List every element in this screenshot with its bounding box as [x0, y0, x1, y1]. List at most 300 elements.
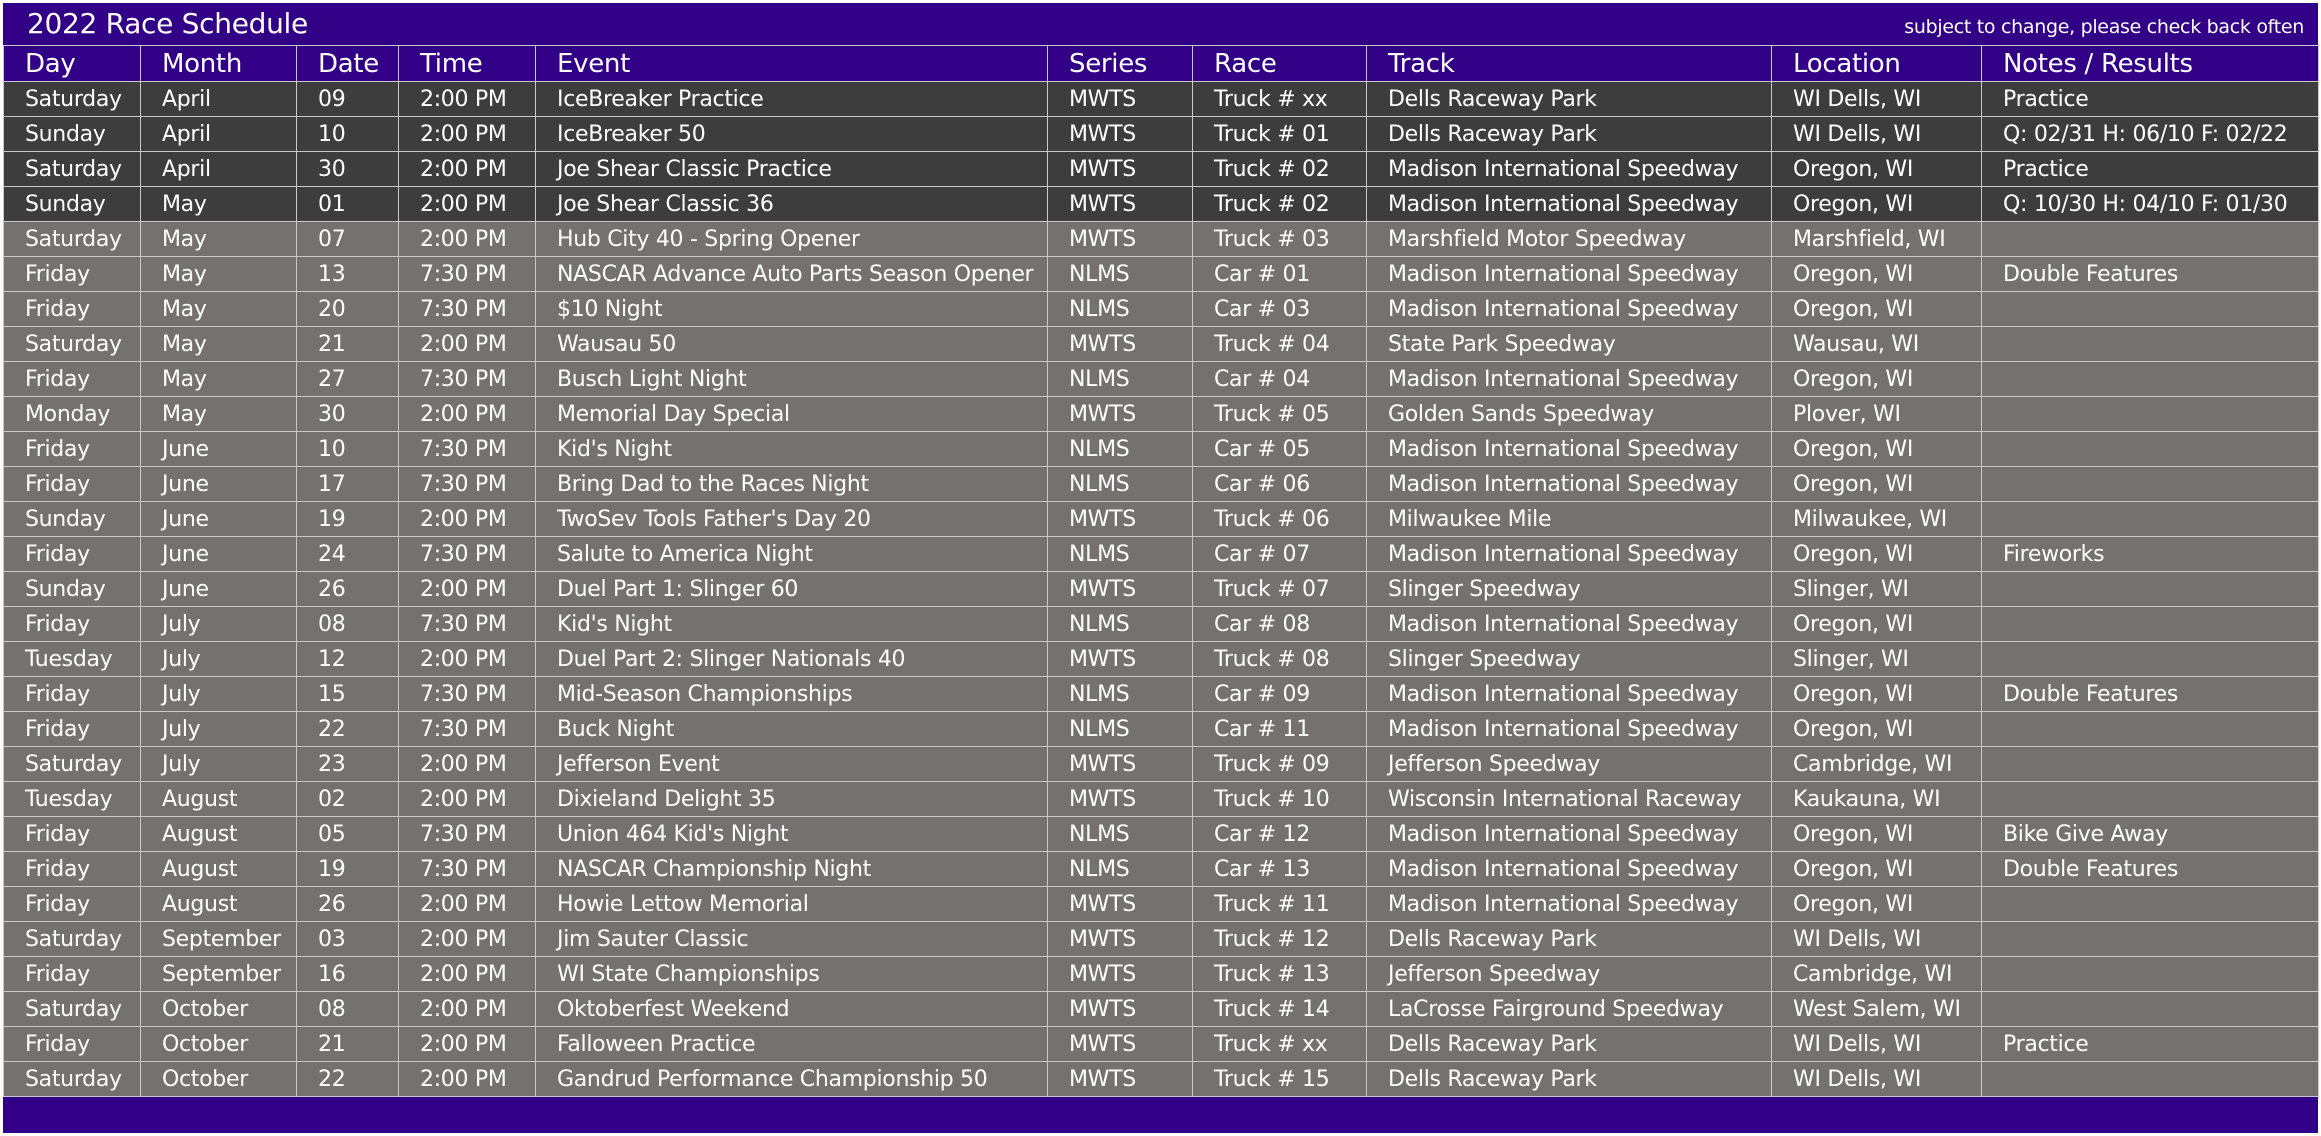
cell-location: WI Dells, WI: [1772, 922, 1982, 957]
cell-event: Jefferson Event: [536, 747, 1048, 782]
cell-track: Madison International Speedway: [1367, 712, 1772, 747]
cell-time: 7:30 PM: [399, 292, 536, 327]
cell-month: June: [141, 502, 297, 537]
cell-event: Union 464 Kid's Night: [536, 817, 1048, 852]
cell-series: NLMS: [1048, 852, 1193, 887]
cell-day: Tuesday: [4, 782, 141, 817]
column-header-notes: Notes / Results: [1982, 46, 2319, 82]
cell-location: Slinger, WI: [1772, 642, 1982, 677]
cell-race: Truck # 01: [1193, 117, 1367, 152]
cell-track: Madison International Speedway: [1367, 187, 1772, 222]
cell-notes: [1982, 432, 2319, 467]
cell-notes: [1982, 397, 2319, 432]
cell-location: Oregon, WI: [1772, 467, 1982, 502]
cell-event: WI State Championships: [536, 957, 1048, 992]
cell-track: Dells Raceway Park: [1367, 922, 1772, 957]
cell-day: Sunday: [4, 502, 141, 537]
cell-location: West Salem, WI: [1772, 992, 1982, 1027]
cell-day: Friday: [4, 362, 141, 397]
cell-location: Oregon, WI: [1772, 362, 1982, 397]
cell-date: 10: [297, 432, 399, 467]
cell-series: NLMS: [1048, 712, 1193, 747]
cell-date: 03: [297, 922, 399, 957]
cell-series: MWTS: [1048, 572, 1193, 607]
cell-time: 2:00 PM: [399, 922, 536, 957]
cell-month: May: [141, 222, 297, 257]
cell-track: Dells Raceway Park: [1367, 1027, 1772, 1062]
table-row: [4, 327, 2319, 362]
cell-day: Saturday: [4, 327, 141, 362]
cell-series: MWTS: [1048, 922, 1193, 957]
cell-notes: [1982, 467, 2319, 502]
column-header-event: Event: [536, 46, 1048, 82]
cell-time: 7:30 PM: [399, 607, 536, 642]
column-header-race: Race: [1193, 46, 1367, 82]
cell-month: October: [141, 1062, 297, 1097]
cell-event: Falloween Practice: [536, 1027, 1048, 1062]
cell-location: Oregon, WI: [1772, 887, 1982, 922]
cell-race: Car # 04: [1193, 362, 1367, 397]
cell-day: Friday: [4, 852, 141, 887]
table-row: [4, 607, 2319, 642]
cell-track: Wisconsin International Raceway: [1367, 782, 1772, 817]
footer-bar: [3, 1099, 2318, 1133]
cell-track: Madison International Speedway: [1367, 607, 1772, 642]
cell-date: 27: [297, 362, 399, 397]
table-row: [4, 152, 2319, 187]
cell-track: Dells Raceway Park: [1367, 82, 1772, 117]
cell-location: Plover, WI: [1772, 397, 1982, 432]
cell-event: Hub City 40 - Spring Opener: [536, 222, 1048, 257]
cell-track: Dells Raceway Park: [1367, 1062, 1772, 1097]
cell-race: Truck # 04: [1193, 327, 1367, 362]
cell-day: Saturday: [4, 922, 141, 957]
cell-day: Friday: [4, 432, 141, 467]
cell-event: Memorial Day Special: [536, 397, 1048, 432]
cell-race: Car # 08: [1193, 607, 1367, 642]
cell-month: May: [141, 292, 297, 327]
cell-date: 23: [297, 747, 399, 782]
cell-series: MWTS: [1048, 782, 1193, 817]
cell-date: 26: [297, 887, 399, 922]
cell-time: 7:30 PM: [399, 712, 536, 747]
race-schedule-panel: [3, 3, 2318, 1133]
cell-race: Truck # 15: [1193, 1062, 1367, 1097]
table-row: [4, 852, 2319, 887]
cell-race: Car # 06: [1193, 467, 1367, 502]
cell-month: April: [141, 82, 297, 117]
cell-track: Marshfield Motor Speedway: [1367, 222, 1772, 257]
table-row: [4, 992, 2319, 1027]
cell-race: Car # 13: [1193, 852, 1367, 887]
cell-day: Friday: [4, 677, 141, 712]
schedule-disclaimer: subject to change, please check back often: [1904, 16, 2304, 38]
cell-date: 20: [297, 292, 399, 327]
cell-race: Truck # 05: [1193, 397, 1367, 432]
cell-time: 2:00 PM: [399, 117, 536, 152]
cell-date: 22: [297, 712, 399, 747]
cell-track: LaCrosse Fairground Speedway: [1367, 992, 1772, 1027]
cell-event: Oktoberfest Weekend: [536, 992, 1048, 1027]
cell-notes: [1982, 712, 2319, 747]
cell-day: Friday: [4, 257, 141, 292]
table-row: [4, 467, 2319, 502]
cell-series: NLMS: [1048, 257, 1193, 292]
cell-date: 30: [297, 397, 399, 432]
cell-location: Oregon, WI: [1772, 537, 1982, 572]
cell-event: $10 Night: [536, 292, 1048, 327]
cell-day: Saturday: [4, 82, 141, 117]
cell-track: Slinger Speedway: [1367, 642, 1772, 677]
cell-series: NLMS: [1048, 432, 1193, 467]
cell-date: 30: [297, 152, 399, 187]
cell-time: 2:00 PM: [399, 187, 536, 222]
cell-event: Bring Dad to the Races Night: [536, 467, 1048, 502]
cell-day: Sunday: [4, 117, 141, 152]
table-row: [4, 82, 2319, 117]
cell-race: Truck # 02: [1193, 187, 1367, 222]
cell-time: 2:00 PM: [399, 397, 536, 432]
cell-time: 2:00 PM: [399, 887, 536, 922]
cell-time: 7:30 PM: [399, 677, 536, 712]
cell-month: August: [141, 852, 297, 887]
cell-day: Saturday: [4, 992, 141, 1027]
cell-track: Milwaukee Mile: [1367, 502, 1772, 537]
cell-race: Car # 05: [1193, 432, 1367, 467]
cell-time: 2:00 PM: [399, 327, 536, 362]
cell-notes: [1982, 887, 2319, 922]
table-row: [4, 642, 2319, 677]
cell-event: IceBreaker Practice: [536, 82, 1048, 117]
cell-race: Truck # 09: [1193, 747, 1367, 782]
cell-month: September: [141, 957, 297, 992]
cell-time: 2:00 PM: [399, 572, 536, 607]
cell-month: August: [141, 782, 297, 817]
cell-time: 2:00 PM: [399, 222, 536, 257]
cell-date: 08: [297, 992, 399, 1027]
cell-event: Joe Shear Classic 36: [536, 187, 1048, 222]
cell-race: Car # 11: [1193, 712, 1367, 747]
cell-event: NASCAR Championship Night: [536, 852, 1048, 887]
cell-location: Cambridge, WI: [1772, 747, 1982, 782]
cell-notes: Double Features: [1982, 677, 2319, 712]
cell-location: Cambridge, WI: [1772, 957, 1982, 992]
cell-track: Jefferson Speedway: [1367, 957, 1772, 992]
cell-notes: [1982, 502, 2319, 537]
cell-track: Madison International Speedway: [1367, 292, 1772, 327]
cell-event: Wausau 50: [536, 327, 1048, 362]
cell-month: May: [141, 327, 297, 362]
cell-month: October: [141, 992, 297, 1027]
cell-event: Mid-Season Championships: [536, 677, 1048, 712]
cell-race: Truck # 13: [1193, 957, 1367, 992]
cell-series: MWTS: [1048, 117, 1193, 152]
cell-track: Madison International Speedway: [1367, 362, 1772, 397]
cell-series: MWTS: [1048, 887, 1193, 922]
cell-event: NASCAR Advance Auto Parts Season Opener: [536, 257, 1048, 292]
cell-notes: [1982, 607, 2319, 642]
table-row: [4, 782, 2319, 817]
cell-date: 26: [297, 572, 399, 607]
cell-month: October: [141, 1027, 297, 1062]
cell-track: Madison International Speedway: [1367, 152, 1772, 187]
header-row: [4, 46, 2319, 82]
cell-date: 01: [297, 187, 399, 222]
cell-month: May: [141, 187, 297, 222]
cell-location: Milwaukee, WI: [1772, 502, 1982, 537]
cell-location: Oregon, WI: [1772, 852, 1982, 887]
cell-notes: [1982, 222, 2319, 257]
cell-location: Oregon, WI: [1772, 607, 1982, 642]
cell-event: Gandrud Performance Championship 50: [536, 1062, 1048, 1097]
cell-month: June: [141, 572, 297, 607]
cell-event: Jim Sauter Classic: [536, 922, 1048, 957]
cell-month: July: [141, 747, 297, 782]
table-row: [4, 432, 2319, 467]
cell-series: MWTS: [1048, 747, 1193, 782]
cell-notes: [1982, 1062, 2319, 1097]
table-row: [4, 222, 2319, 257]
cell-track: Jefferson Speedway: [1367, 747, 1772, 782]
cell-date: 09: [297, 82, 399, 117]
cell-date: 21: [297, 327, 399, 362]
table-row: [4, 677, 2319, 712]
cell-location: WI Dells, WI: [1772, 117, 1982, 152]
column-header-time: Time: [399, 46, 536, 82]
cell-time: 2:00 PM: [399, 502, 536, 537]
cell-time: 7:30 PM: [399, 852, 536, 887]
table-row: [4, 117, 2319, 152]
cell-series: NLMS: [1048, 467, 1193, 502]
cell-race: Car # 01: [1193, 257, 1367, 292]
cell-series: MWTS: [1048, 642, 1193, 677]
cell-month: April: [141, 117, 297, 152]
cell-location: Slinger, WI: [1772, 572, 1982, 607]
cell-day: Monday: [4, 397, 141, 432]
cell-notes: Q: 10/30 H: 04/10 F: 01/30: [1982, 187, 2319, 222]
cell-event: Salute to America Night: [536, 537, 1048, 572]
cell-date: 12: [297, 642, 399, 677]
cell-notes: [1982, 362, 2319, 397]
cell-location: Oregon, WI: [1772, 712, 1982, 747]
cell-event: Duel Part 2: Slinger Nationals 40: [536, 642, 1048, 677]
cell-day: Friday: [4, 957, 141, 992]
cell-race: Car # 09: [1193, 677, 1367, 712]
table-row: [4, 1027, 2319, 1062]
cell-time: 7:30 PM: [399, 537, 536, 572]
column-header-day: Day: [4, 46, 141, 82]
cell-month: July: [141, 607, 297, 642]
cell-day: Friday: [4, 887, 141, 922]
cell-time: 2:00 PM: [399, 152, 536, 187]
cell-date: 19: [297, 502, 399, 537]
cell-track: Madison International Speedway: [1367, 257, 1772, 292]
cell-series: MWTS: [1048, 222, 1193, 257]
cell-notes: [1982, 327, 2319, 362]
cell-date: 07: [297, 222, 399, 257]
cell-month: May: [141, 362, 297, 397]
cell-date: 21: [297, 1027, 399, 1062]
cell-event: Joe Shear Classic Practice: [536, 152, 1048, 187]
cell-event: IceBreaker 50: [536, 117, 1048, 152]
cell-month: September: [141, 922, 297, 957]
cell-day: Friday: [4, 537, 141, 572]
cell-day: Saturday: [4, 1062, 141, 1097]
cell-location: Marshfield, WI: [1772, 222, 1982, 257]
cell-track: Madison International Speedway: [1367, 467, 1772, 502]
cell-notes: [1982, 782, 2319, 817]
cell-series: MWTS: [1048, 82, 1193, 117]
cell-date: 10: [297, 117, 399, 152]
cell-date: 17: [297, 467, 399, 502]
cell-day: Friday: [4, 1027, 141, 1062]
cell-time: 7:30 PM: [399, 257, 536, 292]
cell-race: Truck # 03: [1193, 222, 1367, 257]
cell-event: Kid's Night: [536, 607, 1048, 642]
cell-race: Truck # 07: [1193, 572, 1367, 607]
cell-time: 2:00 PM: [399, 747, 536, 782]
cell-notes: Bike Give Away: [1982, 817, 2319, 852]
table-row: [4, 572, 2319, 607]
cell-series: NLMS: [1048, 362, 1193, 397]
cell-track: Slinger Speedway: [1367, 572, 1772, 607]
cell-day: Friday: [4, 292, 141, 327]
cell-notes: Practice: [1982, 82, 2319, 117]
cell-event: Duel Part 1: Slinger 60: [536, 572, 1048, 607]
cell-race: Truck # 10: [1193, 782, 1367, 817]
cell-location: WI Dells, WI: [1772, 82, 1982, 117]
cell-location: Kaukauna, WI: [1772, 782, 1982, 817]
cell-notes: [1982, 747, 2319, 782]
cell-day: Friday: [4, 607, 141, 642]
cell-notes: Practice: [1982, 1027, 2319, 1062]
cell-month: May: [141, 257, 297, 292]
cell-date: 19: [297, 852, 399, 887]
cell-day: Friday: [4, 712, 141, 747]
cell-series: MWTS: [1048, 152, 1193, 187]
schedule-table: [3, 45, 2319, 1097]
cell-month: June: [141, 537, 297, 572]
table-row: [4, 502, 2319, 537]
cell-location: WI Dells, WI: [1772, 1062, 1982, 1097]
cell-time: 2:00 PM: [399, 992, 536, 1027]
cell-race: Truck # 12: [1193, 922, 1367, 957]
cell-notes: [1982, 642, 2319, 677]
cell-track: Madison International Speedway: [1367, 432, 1772, 467]
table-row: [4, 397, 2319, 432]
cell-notes: Double Features: [1982, 257, 2319, 292]
cell-month: July: [141, 642, 297, 677]
page-title: 2022 Race Schedule: [27, 7, 308, 40]
cell-location: Oregon, WI: [1772, 432, 1982, 467]
cell-day: Saturday: [4, 747, 141, 782]
cell-day: Friday: [4, 817, 141, 852]
cell-event: Kid's Night: [536, 432, 1048, 467]
cell-series: MWTS: [1048, 502, 1193, 537]
cell-month: May: [141, 397, 297, 432]
column-header-location: Location: [1772, 46, 1982, 82]
cell-time: 2:00 PM: [399, 1062, 536, 1097]
cell-month: August: [141, 817, 297, 852]
cell-day: Friday: [4, 467, 141, 502]
cell-location: Oregon, WI: [1772, 257, 1982, 292]
cell-race: Truck # 06: [1193, 502, 1367, 537]
cell-date: 16: [297, 957, 399, 992]
cell-race: Truck # 02: [1193, 152, 1367, 187]
cell-race: Car # 12: [1193, 817, 1367, 852]
table-row: [4, 712, 2319, 747]
cell-event: Buck Night: [536, 712, 1048, 747]
table-row: [4, 922, 2319, 957]
cell-location: WI Dells, WI: [1772, 1027, 1982, 1062]
table-row: [4, 1062, 2319, 1097]
cell-day: Tuesday: [4, 642, 141, 677]
cell-notes: [1982, 922, 2319, 957]
cell-location: Oregon, WI: [1772, 187, 1982, 222]
cell-series: NLMS: [1048, 677, 1193, 712]
cell-race: Truck # 08: [1193, 642, 1367, 677]
cell-track: Golden Sands Speedway: [1367, 397, 1772, 432]
cell-series: NLMS: [1048, 292, 1193, 327]
cell-notes: [1982, 572, 2319, 607]
cell-series: MWTS: [1048, 957, 1193, 992]
cell-date: 13: [297, 257, 399, 292]
cell-time: 2:00 PM: [399, 957, 536, 992]
table-row: [4, 187, 2319, 222]
cell-month: July: [141, 677, 297, 712]
table-row: [4, 817, 2319, 852]
cell-date: 22: [297, 1062, 399, 1097]
cell-time: 7:30 PM: [399, 362, 536, 397]
cell-track: Madison International Speedway: [1367, 537, 1772, 572]
cell-month: June: [141, 467, 297, 502]
cell-notes: [1982, 957, 2319, 992]
title-bar: [3, 3, 2318, 45]
cell-race: Truck # 11: [1193, 887, 1367, 922]
cell-series: MWTS: [1048, 1027, 1193, 1062]
column-header-track: Track: [1367, 46, 1772, 82]
cell-date: 24: [297, 537, 399, 572]
cell-track: Madison International Speedway: [1367, 677, 1772, 712]
cell-event: Busch Light Night: [536, 362, 1048, 397]
cell-race: Truck # xx: [1193, 1027, 1367, 1062]
cell-day: Sunday: [4, 187, 141, 222]
cell-notes: [1982, 992, 2319, 1027]
cell-location: Wausau, WI: [1772, 327, 1982, 362]
cell-date: 15: [297, 677, 399, 712]
cell-month: April: [141, 152, 297, 187]
cell-race: Truck # xx: [1193, 82, 1367, 117]
table-row: [4, 257, 2319, 292]
cell-track: State Park Speedway: [1367, 327, 1772, 362]
table-row: [4, 292, 2319, 327]
column-header-month: Month: [141, 46, 297, 82]
cell-time: 7:30 PM: [399, 467, 536, 502]
cell-race: Car # 03: [1193, 292, 1367, 327]
cell-day: Saturday: [4, 222, 141, 257]
table-row: [4, 887, 2319, 922]
table-header: [4, 46, 2319, 82]
table-row: [4, 362, 2319, 397]
cell-location: Oregon, WI: [1772, 817, 1982, 852]
table-row: [4, 537, 2319, 572]
cell-time: 2:00 PM: [399, 82, 536, 117]
cell-location: Oregon, WI: [1772, 677, 1982, 712]
cell-notes: Fireworks: [1982, 537, 2319, 572]
cell-month: August: [141, 887, 297, 922]
cell-series: MWTS: [1048, 397, 1193, 432]
cell-series: NLMS: [1048, 817, 1193, 852]
